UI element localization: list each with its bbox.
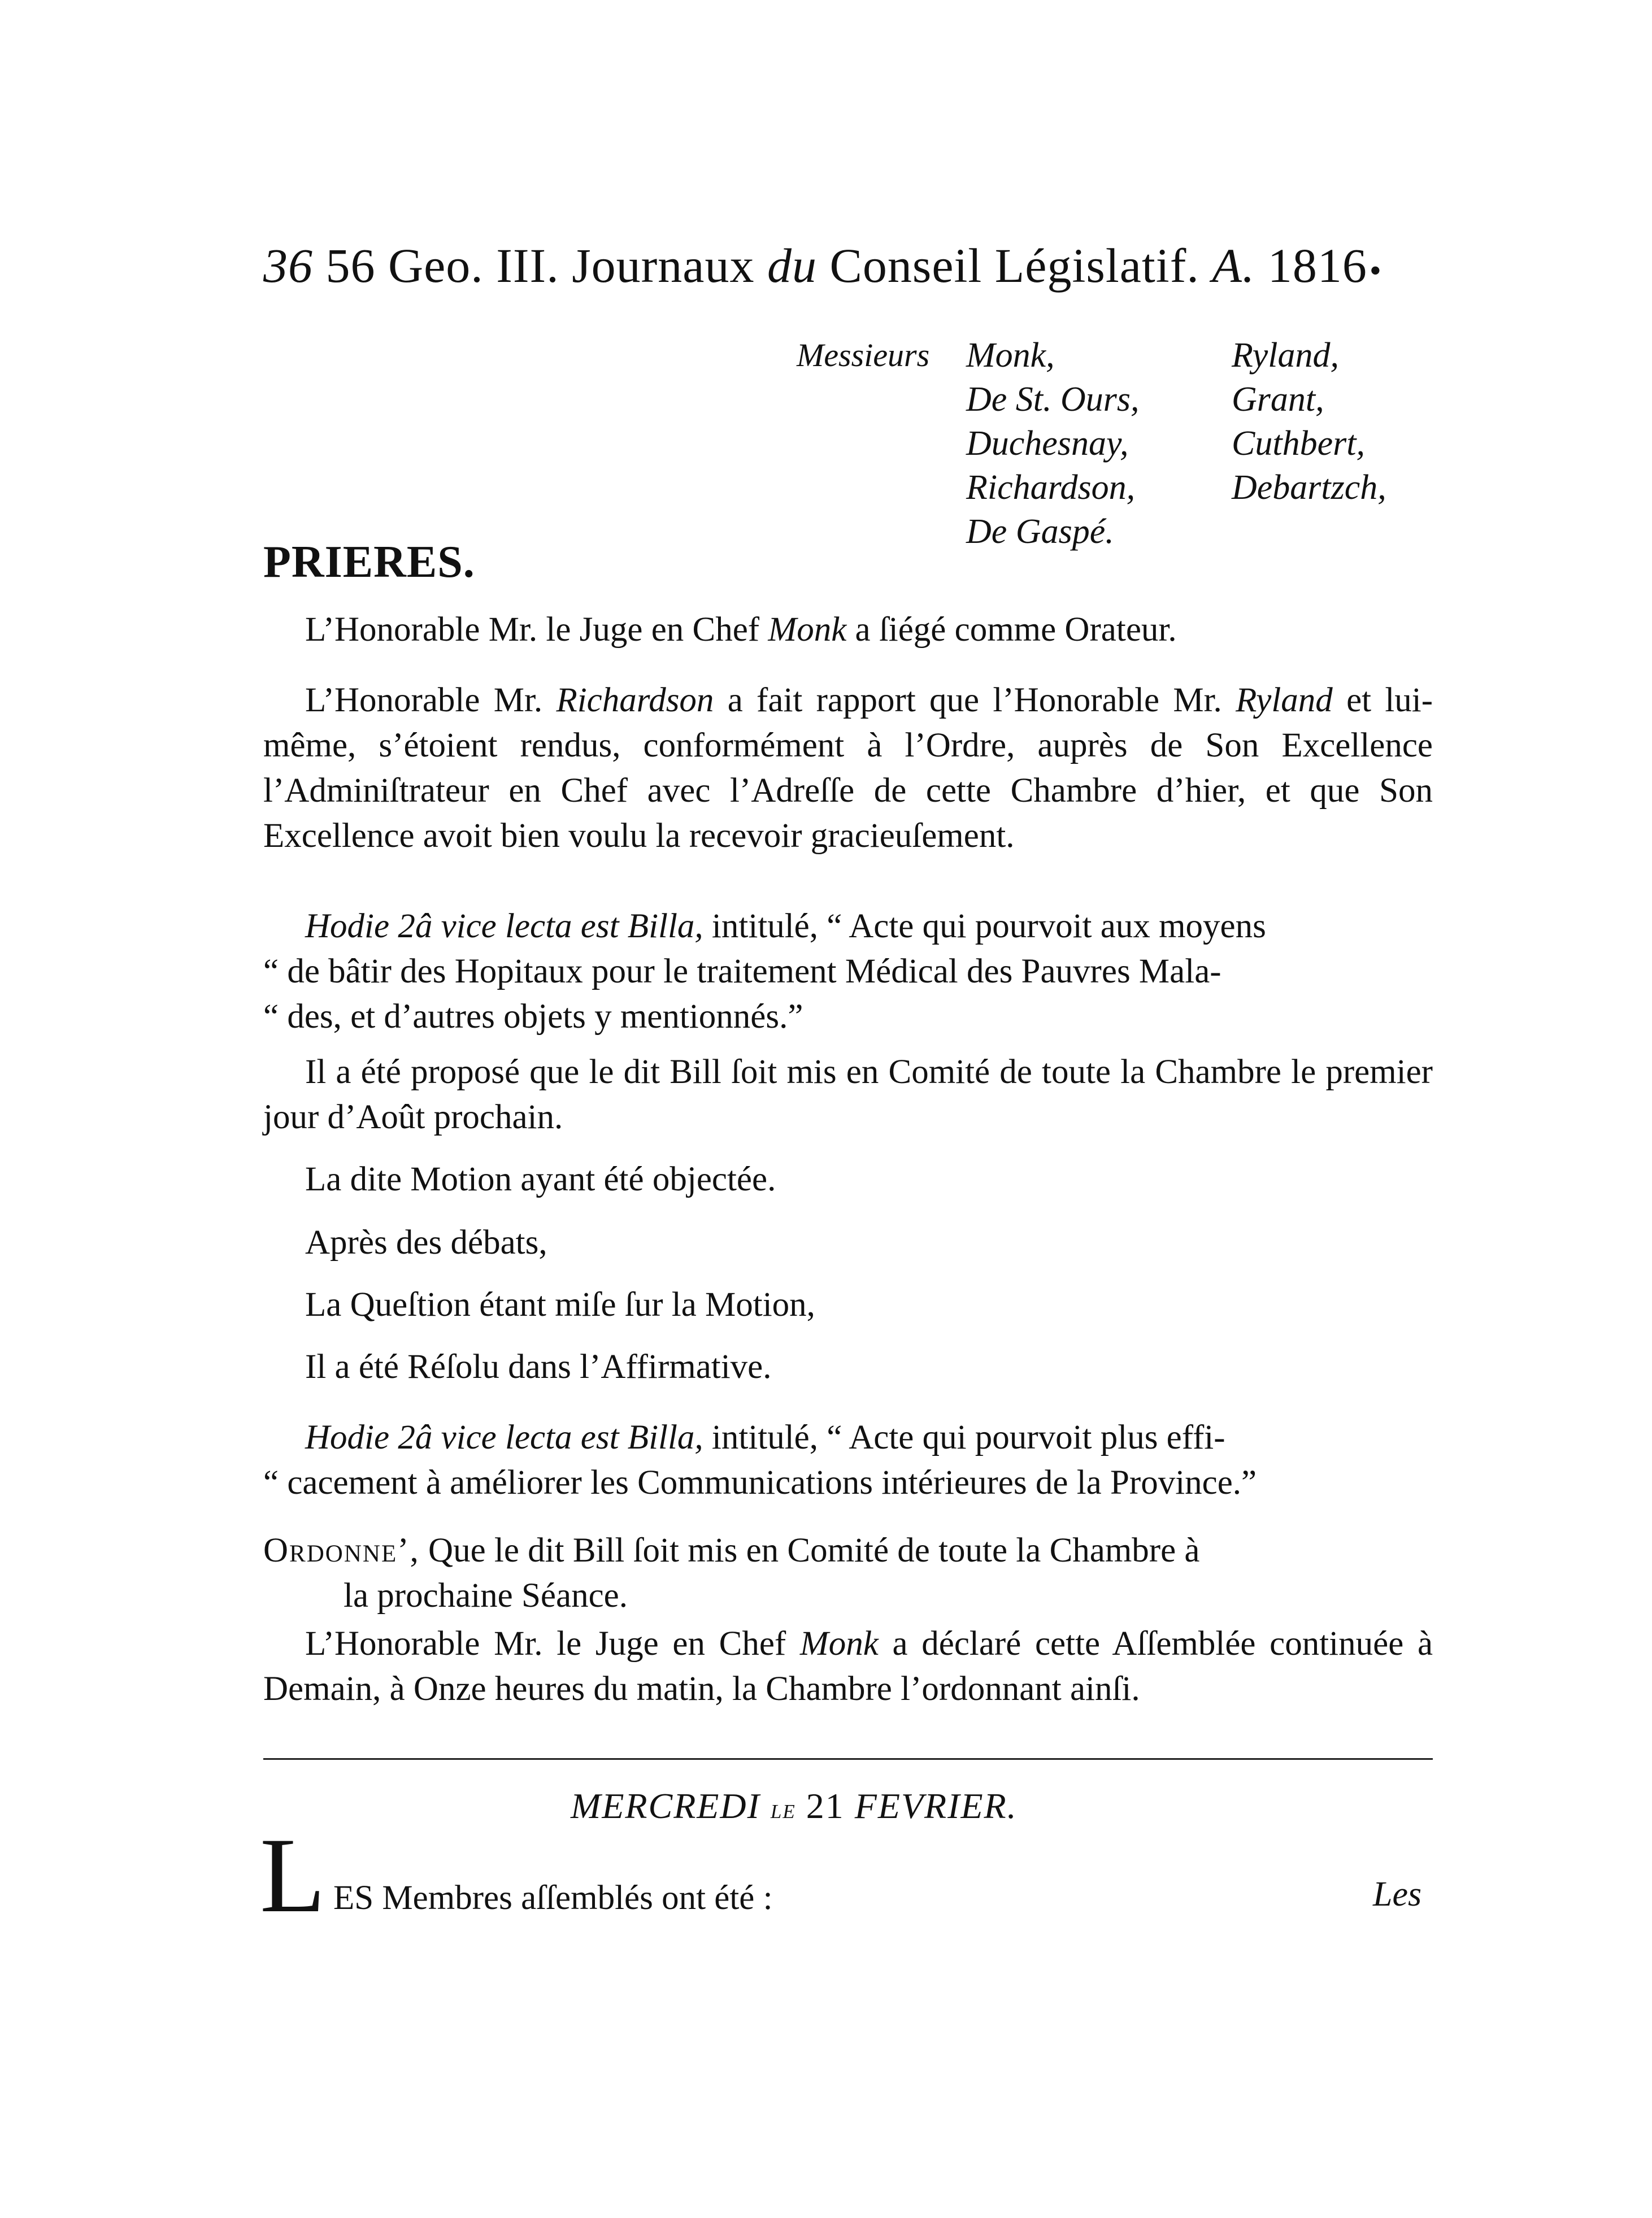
- member-name: Grant,: [1232, 380, 1324, 419]
- page-number: 36: [263, 238, 313, 293]
- date-month: FEVRIER.: [854, 1786, 1018, 1826]
- text-run: L’Honorable Mr.: [305, 681, 543, 719]
- ordonne-word: Ordonne’,: [263, 1532, 420, 1569]
- paragraph-proposition: Il a été proposé que le dit Bill ſoit mis en Comité de toute la Chambre le premier jour d’Août prochain.: [263, 1053, 1433, 1136]
- name-italic: Richardson: [556, 681, 714, 719]
- line: [263, 904, 1433, 949]
- paragraph-orateur: [263, 607, 1433, 653]
- header-title: Conseil Législatif.: [829, 238, 1199, 293]
- header-year: 1816: [1267, 238, 1367, 293]
- name-italic: Monk: [799, 1625, 879, 1663]
- text-run: et lui-même, s’étoient rendus, conformément à l’Ordre, auprès de Son Excellence l’Adminiſtrateur en Chef avec l’Adreſſe de cette Chambre d’hier, et que Son Excellence avoit bien voulu la recevoir gracieuſement.: [263, 681, 1433, 855]
- name-italic: Ryland: [1236, 681, 1333, 719]
- date-number: 21: [806, 1786, 845, 1826]
- member-name: Duchesnay,: [966, 424, 1129, 463]
- header-du: du: [767, 238, 817, 293]
- line: [263, 1528, 1433, 1573]
- paragraph-bill-hopitaux: [263, 904, 1433, 1040]
- text-run: L’Honorable Mr. le Juge en Chef: [305, 611, 760, 649]
- paragraph-debats: Après des débats,: [305, 1224, 547, 1262]
- paragraph-objection: La dite Motion ayant été objectée.: [305, 1160, 776, 1198]
- text-run: intitulé, “ Acte qui pourvoit plus effi-: [711, 1419, 1225, 1456]
- date-day: MERCREDI: [571, 1786, 760, 1826]
- running-header: [263, 237, 1382, 294]
- text-run: a ſiégé comme Orateur.: [855, 611, 1177, 649]
- member-name: Richardson,: [966, 468, 1136, 507]
- paragraph-resolu: Il a été Réſolu dans l’Affirmative.: [305, 1348, 772, 1386]
- member-name: Monk,: [966, 336, 1055, 375]
- members-column-1: [966, 333, 1140, 554]
- text-run: L’Honorable Mr. le Juge en Chef: [305, 1625, 786, 1663]
- header-text: 56 Geo. III. Journaux: [325, 238, 755, 293]
- latin-phrase: Hodie 2â vice lecta est Billa,: [305, 907, 703, 945]
- line: “ cacement à améliorer les Communications intérieures de la Province.”: [263, 1464, 1257, 1502]
- text-run: a fait rapport que l’Honorable Mr.: [727, 681, 1222, 719]
- catchword: Les: [1373, 1875, 1422, 1913]
- latin-phrase: Hodie 2â vice lecta est Billa,: [305, 1419, 703, 1456]
- member-name: De Gaspé.: [966, 512, 1114, 551]
- paragraph-ajournement: [263, 1621, 1433, 1712]
- members-label: Messieurs: [797, 337, 930, 373]
- closing-line: ES Membres aſſemblés ont été :: [333, 1879, 773, 1917]
- member-name: Debartzch,: [1232, 468, 1386, 507]
- paragraph-question: La Queſtion étant miſe ſur la Motion,: [305, 1286, 815, 1324]
- member-name: Ryland,: [1232, 336, 1339, 375]
- header-mark: •: [1369, 251, 1382, 289]
- line: la prochaine Séance.: [344, 1577, 628, 1615]
- line: “ des, et d’autres objets y mentionnés.”: [263, 998, 803, 1036]
- line: [263, 1415, 1433, 1460]
- drop-cap: L: [260, 1816, 326, 1935]
- text-run: Que le dit Bill ſoit mis en Comité de toute la Chambre à: [428, 1532, 1200, 1569]
- paragraph-bill-communications: [263, 1415, 1433, 1506]
- member-name: De St. Ours,: [966, 380, 1140, 419]
- date-heading: [571, 1785, 1018, 1827]
- section-divider: [263, 1758, 1433, 1760]
- section-heading: PRIERES.: [263, 537, 475, 587]
- header-a: A.: [1212, 238, 1255, 293]
- line: “ de bâtir des Hopitaux pour le traitement Médical des Pauvres Mala-: [263, 953, 1221, 990]
- text-run: intitulé, “ Acte qui pourvoit aux moyens: [711, 907, 1266, 945]
- members-column-2: [1232, 333, 1386, 510]
- member-name: Cuthbert,: [1232, 424, 1365, 463]
- date-le: le: [770, 1793, 796, 1824]
- paragraph-rapport: [263, 678, 1433, 859]
- paragraph-ordonne: [263, 1528, 1433, 1619]
- text-run: a déclaré cette Aſſemblée continuée à Demain, à Onze heures du matin, la Chambre l’ordonnant ainſi.: [263, 1625, 1433, 1708]
- name-italic: Monk: [768, 611, 847, 649]
